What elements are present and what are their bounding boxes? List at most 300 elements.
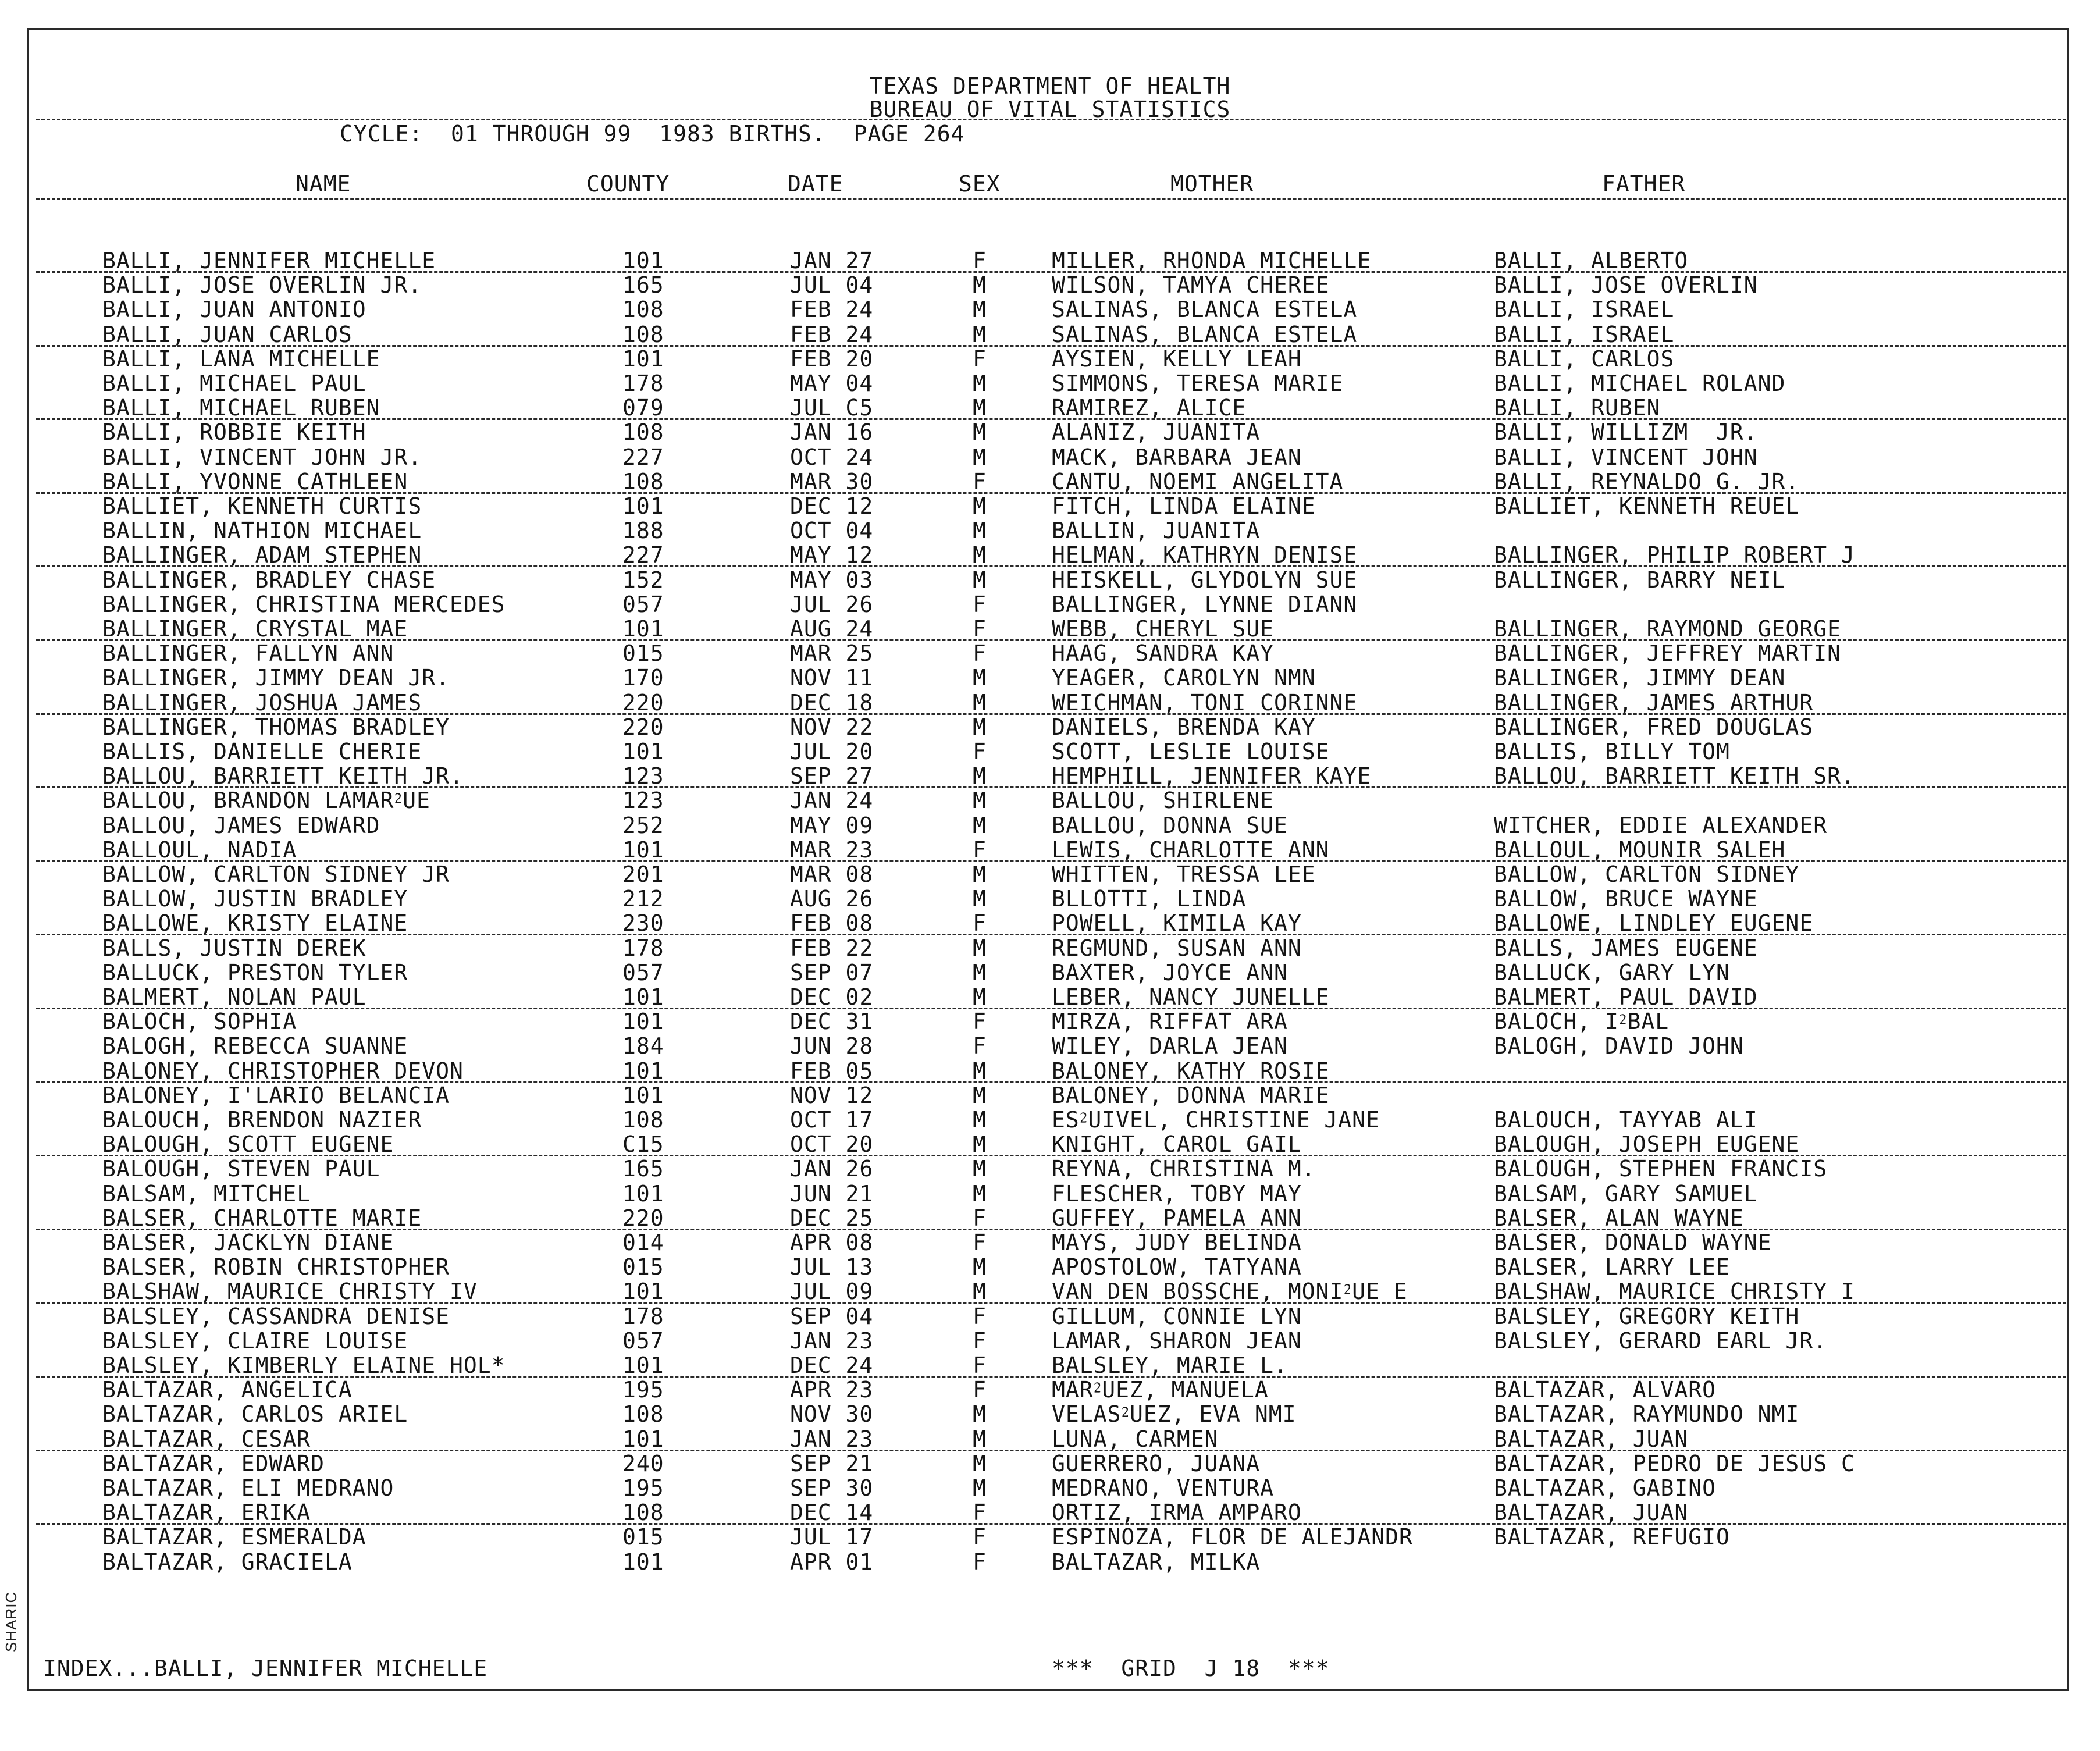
record-father: BALTAZAR, REFUGIO: [1494, 1524, 1730, 1550]
record-county: 178: [622, 935, 664, 961]
record-sex: M: [973, 813, 987, 838]
record-sex: M: [973, 518, 987, 543]
record-father: BALLI, MICHAEL ROLAND: [1494, 371, 1786, 396]
record-name: BALSER, CHARLOTTE MARIE: [102, 1205, 422, 1231]
record-county: 227: [622, 444, 664, 470]
record-father: WITCHER, EDDIE ALEXANDER: [1494, 813, 1828, 838]
record-row: [0, 716, 2100, 740]
record-date: JUL C5: [790, 395, 874, 421]
record-mother: HEISKELL, GLYDOLYN SUE: [1052, 567, 1358, 593]
record-mother: BALONEY, KATHY ROSIE: [1052, 1058, 1330, 1084]
record-father: BALTAZAR, PEDRO DE JESUS C: [1494, 1451, 1855, 1476]
record-date: NOV 30: [790, 1401, 874, 1427]
record-father: BALLIET, KENNETH REUEL: [1494, 493, 1800, 519]
column-header-county: COUNTY: [586, 171, 670, 197]
record-mother: WHITTEN, TRESSA LEE: [1052, 862, 1316, 887]
record-date: SEP 27: [790, 763, 874, 789]
record-mother: ORTIZ, IRMA AMPARO: [1052, 1500, 1302, 1525]
record-row: [0, 863, 2100, 887]
record-date: FEB 24: [790, 297, 874, 322]
record-date: JUL 04: [790, 272, 874, 298]
record-date: MAY 12: [790, 542, 874, 568]
record-date: JAN 26: [790, 1156, 874, 1181]
record-sex: F: [973, 616, 987, 642]
record-date: JUN 28: [790, 1033, 874, 1059]
record-sex: M: [973, 1083, 987, 1108]
record-sex: M: [973, 862, 987, 887]
record-date: FEB 05: [790, 1058, 874, 1084]
record-sex: M: [973, 935, 987, 961]
record-date: AUG 24: [790, 616, 874, 642]
record-mother: BALLOU, SHIRLENE: [1052, 788, 1275, 813]
record-father: BALLINGER, JAMES ARTHUR: [1494, 690, 1814, 716]
record-mother: HEMPHILL, JENNIFER KAYE: [1052, 763, 1372, 789]
record-row: [0, 887, 2100, 912]
record-mother: POWELL, KIMILA KAY: [1052, 910, 1302, 936]
record-date: APR 08: [790, 1230, 874, 1255]
record-row: [0, 937, 2100, 961]
record-sex: M: [973, 714, 987, 740]
record-date: JUN 21: [790, 1181, 874, 1207]
footer-grid: *** GRID J 18 ***: [1052, 1656, 1330, 1681]
record-row: [0, 249, 2100, 273]
record-row: [0, 1059, 2100, 1084]
record-mother: APOSTOLOW, TATYANA: [1052, 1254, 1302, 1280]
record-sex: M: [973, 444, 987, 470]
record-row: [0, 446, 2100, 470]
record-county: 101: [622, 984, 664, 1010]
record-county: 108: [622, 419, 664, 445]
record-name: BALOCH, SOPHIA: [102, 1009, 297, 1034]
record-mother: SALINAS, BLANCA ESTELA: [1052, 322, 1358, 347]
record-name: BALOGH, REBECCA SUANNE: [102, 1033, 408, 1059]
record-sex: F: [973, 469, 987, 494]
record-name: BALLOU, JAMES EDWARD: [102, 813, 380, 838]
record-mother: MAR⁲UEZ, MANUELA: [1052, 1377, 1269, 1403]
record-name: BALOUGH, SCOTT EUGENE: [102, 1131, 394, 1157]
record-county: 015: [622, 1254, 664, 1280]
record-county: 108: [622, 1107, 664, 1133]
record-sex: M: [973, 395, 987, 421]
record-county: 178: [622, 371, 664, 396]
cycle-line: CYCLE: 01 THROUGH 99 1983 BIRTHS. PAGE 264: [340, 121, 965, 147]
record-name: BALLIS, DANIELLE CHERIE: [102, 739, 422, 764]
record-sex: F: [973, 640, 987, 666]
record-county: 108: [622, 1500, 664, 1525]
record-date: OCT 24: [790, 444, 874, 470]
record-father: BALTAZAR, ALVARO: [1494, 1377, 1717, 1403]
record-sex: F: [973, 248, 987, 273]
record-date: DEC 31: [790, 1009, 874, 1034]
record-father: BALLI, CARLOS: [1494, 346, 1675, 372]
record-sex: F: [973, 1033, 987, 1059]
record-name: BALLI, VINCENT JOHN JR.: [102, 444, 422, 470]
record-date: MAY 04: [790, 371, 874, 396]
record-row: [0, 1231, 2100, 1255]
record-mother: FLESCHER, TOBY MAY: [1052, 1181, 1302, 1207]
record-row: [0, 470, 2100, 494]
column-header-mother: MOTHER: [1170, 171, 1254, 197]
record-mother: MILLER, RHONDA MICHELLE: [1052, 248, 1372, 273]
record-father: BALLI, VINCENT JOHN: [1494, 444, 1758, 470]
record-mother: GILLUM, CONNIE LYN: [1052, 1304, 1302, 1329]
record-county: 079: [622, 395, 664, 421]
record-mother: VAN DEN BOSSCHE, MONI⁲UE E: [1052, 1279, 1408, 1304]
record-row: [0, 1501, 2100, 1525]
record-row: [0, 1108, 2100, 1133]
record-mother: VELAS⁲UEZ, EVA NMI: [1052, 1401, 1297, 1427]
record-date: JUL 26: [790, 592, 874, 617]
record-father: BALLS, JAMES EUGENE: [1494, 935, 1758, 961]
record-county: 170: [622, 665, 664, 691]
record-sex: M: [973, 763, 987, 789]
record-sex: M: [973, 788, 987, 813]
record-row: [0, 1133, 2100, 1157]
record-row: [0, 1157, 2100, 1181]
record-mother: BAXTER, JOYCE ANN: [1052, 960, 1288, 985]
record-sex: M: [973, 1131, 987, 1157]
record-mother: WEICHMAN, TONI CORINNE: [1052, 690, 1358, 716]
record-date: MAR 25: [790, 640, 874, 666]
record-date: JUL 13: [790, 1254, 874, 1280]
record-mother: BALSLEY, MARIE L.: [1052, 1353, 1288, 1378]
record-row: [0, 1354, 2100, 1378]
record-date: APR 23: [790, 1377, 874, 1403]
record-father: BALMERT, PAUL DAVID: [1494, 984, 1758, 1010]
record-row: [0, 1034, 2100, 1059]
record-name: BALSLEY, CASSANDRA DENISE: [102, 1304, 450, 1329]
record-county: 108: [622, 322, 664, 347]
record-date: DEC 02: [790, 984, 874, 1010]
record-mother: REYNA, CHRISTINA M.: [1052, 1156, 1316, 1181]
record-father: BALLI, ALBERTO: [1494, 248, 1689, 273]
record-date: MAR 30: [790, 469, 874, 494]
record-county: 015: [622, 640, 664, 666]
record-county: 015: [622, 1524, 664, 1550]
record-county: 240: [622, 1451, 664, 1476]
record-row: [0, 838, 2100, 863]
record-father: BALLIS, BILLY TOM: [1494, 739, 1730, 764]
record-row: [0, 642, 2100, 666]
record-date: JAN 23: [790, 1426, 874, 1452]
record-date: DEC 12: [790, 493, 874, 519]
record-name: BALONEY, CHRISTOPHER DEVON: [102, 1058, 464, 1084]
record-mother: LUNA, CARMEN: [1052, 1426, 1219, 1452]
record-row: [0, 568, 2100, 593]
record-sex: M: [973, 493, 987, 519]
record-father: BALLOWE, LINDLEY EUGENE: [1494, 910, 1814, 936]
record-county: 101: [622, 1279, 664, 1304]
record-date: NOV 22: [790, 714, 874, 740]
record-father: BALSER, LARRY LEE: [1494, 1254, 1730, 1280]
record-row: [0, 1476, 2100, 1501]
side-mark: SHARIC: [2, 1591, 20, 1652]
record-row: [0, 1305, 2100, 1329]
record-sex: M: [973, 1401, 987, 1427]
record-mother: BALLOU, DONNA SUE: [1052, 813, 1288, 838]
column-header-name: NAME: [296, 171, 351, 197]
record-mother: BALLINGER, LYNNE DIANN: [1052, 592, 1358, 617]
record-sex: M: [973, 690, 987, 716]
record-date: DEC 25: [790, 1205, 874, 1231]
record-name: BALTAZAR, GRACIELA: [102, 1549, 353, 1575]
record-father: BALLOUL, MOUNIR SALEH: [1494, 837, 1786, 863]
record-row: [0, 617, 2100, 642]
record-name: BALLI, JENNIFER MICHELLE: [102, 248, 436, 273]
record-row: [0, 1329, 2100, 1354]
record-date: FEB 22: [790, 935, 874, 961]
column-header-row: [0, 172, 2100, 198]
record-father: BALLI, REYNALDO G. JR.: [1494, 469, 1800, 494]
record-sex: M: [973, 1107, 987, 1133]
record-name: BALLINGER, FALLYN ANN: [102, 640, 394, 666]
record-mother: ALANIZ, JUANITA: [1052, 419, 1261, 445]
record-date: OCT 17: [790, 1107, 874, 1133]
record-name: BALTAZAR, ERIKA: [102, 1500, 311, 1525]
record-county: 101: [622, 616, 664, 642]
record-county: 123: [622, 763, 664, 789]
record-date: DEC 24: [790, 1353, 874, 1378]
record-county: 101: [622, 739, 664, 764]
record-mother: BALTAZAR, MILKA: [1052, 1549, 1261, 1575]
record-mother: GUFFEY, PAMELA ANN: [1052, 1205, 1302, 1231]
record-name: BALTAZAR, ESMERALDA: [102, 1524, 366, 1550]
record-county: 101: [622, 1009, 664, 1034]
record-mother: WEBB, CHERYL SUE: [1052, 616, 1275, 642]
record-father: BALLINGER, PHILIP ROBERT J: [1494, 542, 1855, 568]
record-mother: SIMMONS, TERESA MARIE: [1052, 371, 1344, 396]
record-father: BALTAZAR, RAYMUNDO NMI: [1494, 1401, 1800, 1427]
footer-index: INDEX...BALLI, JENNIFER MICHELLE: [43, 1656, 488, 1681]
record-name: BALSER, ROBIN CHRISTOPHER: [102, 1254, 450, 1280]
record-father: BALSAM, GARY SAMUEL: [1494, 1181, 1758, 1207]
record-county: 252: [622, 813, 664, 838]
record-date: FEB 24: [790, 322, 874, 347]
record-name: BALLINGER, CHRISTINA MERCEDES: [102, 592, 506, 617]
record-name: BALTAZAR, CARLOS ARIEL: [102, 1401, 408, 1427]
record-row: [0, 1280, 2100, 1304]
record-date: MAR 08: [790, 862, 874, 887]
record-row: [0, 494, 2100, 519]
record-name: BALLINGER, JIMMY DEAN JR.: [102, 665, 450, 691]
record-sex: F: [973, 1230, 987, 1255]
record-father: BALLOW, CARLTON SIDNEY: [1494, 862, 1800, 887]
record-name: BALLINGER, THOMAS BRADLEY: [102, 714, 450, 740]
record-sex: F: [973, 1500, 987, 1525]
record-sex: F: [973, 1304, 987, 1329]
record-sex: M: [973, 665, 987, 691]
record-row: [0, 323, 2100, 347]
record-county: 101: [622, 1083, 664, 1108]
footer: [0, 1657, 2100, 1682]
record-row: [0, 1207, 2100, 1231]
record-name: BALLI, MICHAEL PAUL: [102, 371, 366, 396]
record-mother: BALLIN, JUANITA: [1052, 518, 1261, 543]
record-mother: MACK, BARBARA JEAN: [1052, 444, 1302, 470]
record-date: SEP 21: [790, 1451, 874, 1476]
record-father: BALSLEY, GREGORY KEITH: [1494, 1304, 1800, 1329]
record-name: BALTAZAR, CESAR: [102, 1426, 311, 1452]
record-mother: WILEY, DARLA JEAN: [1052, 1033, 1288, 1059]
record-mother: REGMUND, SUSAN ANN: [1052, 935, 1302, 961]
record-father: BALLI, JOSE OVERLIN: [1494, 272, 1758, 298]
record-county: 101: [622, 493, 664, 519]
record-date: FEB 20: [790, 346, 874, 372]
record-mother: GUERRERO, JUANA: [1052, 1451, 1261, 1476]
record-name: BALLOUL, NADIA: [102, 837, 297, 863]
record-county: 165: [622, 272, 664, 298]
record-date: APR 01: [790, 1549, 874, 1575]
record-county: 152: [622, 567, 664, 593]
record-county: 057: [622, 592, 664, 617]
record-father: BALSER, DONALD WAYNE: [1494, 1230, 1772, 1255]
record-name: BALTAZAR, ELI MEDRANO: [102, 1475, 394, 1501]
record-name: BALLI, YVONNE CATHLEEN: [102, 469, 408, 494]
record-name: BALLOW, JUSTIN BRADLEY: [102, 886, 408, 912]
record-row: [0, 347, 2100, 372]
record-father: BALLI, RUBEN: [1494, 395, 1661, 421]
record-row: [0, 1403, 2100, 1427]
record-father: BALSHAW, MAURICE CHRISTY I: [1494, 1279, 1855, 1304]
record-date: JUL 20: [790, 739, 874, 764]
record-row: [0, 1182, 2100, 1207]
record-date: NOV 11: [790, 665, 874, 691]
record-county: 220: [622, 1205, 664, 1231]
record-county: 220: [622, 714, 664, 740]
record-county: 220: [622, 690, 664, 716]
record-father: BALLINGER, RAYMOND GEORGE: [1494, 616, 1841, 642]
record-father: BALOUGH, STEPHEN FRANCIS: [1494, 1156, 1828, 1181]
record-date: MAY 09: [790, 813, 874, 838]
record-mother: AYSIEN, KELLY LEAH: [1052, 346, 1302, 372]
column-header-date: DATE: [788, 171, 843, 197]
record-sex: M: [973, 371, 987, 396]
record-name: BALSER, JACKLYN DIANE: [102, 1230, 394, 1255]
record-sex: M: [973, 1156, 987, 1181]
record-name: BALLINGER, BRADLEY CHASE: [102, 567, 436, 593]
record-father: BALSER, ALAN WAYNE: [1494, 1205, 1744, 1231]
record-row: [0, 1525, 2100, 1550]
record-sex: F: [973, 910, 987, 936]
record-row: [0, 519, 2100, 543]
record-sex: F: [973, 1549, 987, 1575]
record-sex: M: [973, 542, 987, 568]
record-name: BALLI, LANA MICHELLE: [102, 346, 380, 372]
record-county: 178: [622, 1304, 664, 1329]
record-county: 101: [622, 1181, 664, 1207]
record-date: JAN 27: [790, 248, 874, 273]
record-name: BALONEY, I'LARIO BELANCIA: [102, 1083, 450, 1108]
record-mother: HAAG, SANDRA KAY: [1052, 640, 1275, 666]
record-name: BALLI, MICHAEL RUBEN: [102, 395, 380, 421]
record-row: [0, 593, 2100, 617]
record-row: [0, 691, 2100, 716]
bureau-title: BUREAU OF VITAL STATISTICS: [869, 97, 1231, 122]
record-county: 101: [622, 837, 664, 863]
record-row: [0, 1255, 2100, 1280]
record-date: SEP 30: [790, 1475, 874, 1501]
record-date: AUG 26: [790, 886, 874, 912]
record-date: JAN 23: [790, 1328, 874, 1354]
record-row: [0, 421, 2100, 445]
record-row: [0, 985, 2100, 1010]
record-sex: M: [973, 984, 987, 1010]
record-father: BALTAZAR, JUAN: [1494, 1500, 1689, 1525]
record-county: 108: [622, 1401, 664, 1427]
record-sex: M: [973, 1254, 987, 1280]
record-county: 165: [622, 1156, 664, 1181]
record-father: BALOGH, DAVID JOHN: [1494, 1033, 1744, 1059]
record-mother: LEBER, NANCY JUNELLE: [1052, 984, 1330, 1010]
record-mother: MIRZA, RIFFAT ARA: [1052, 1009, 1288, 1034]
record-mother: WILSON, TAMYA CHEREE: [1052, 272, 1330, 298]
record-father: BALOCH, I⁲BAL: [1494, 1009, 1670, 1034]
record-name: BALLI, JUAN CARLOS: [102, 322, 353, 347]
record-date: OCT 04: [790, 518, 874, 543]
record-name: BALSLEY, CLAIRE LOUISE: [102, 1328, 408, 1354]
record-row: [0, 1084, 2100, 1108]
record-county: 057: [622, 960, 664, 985]
record-name: BALOUCH, BRENDON NAZIER: [102, 1107, 422, 1133]
record-sex: M: [973, 1279, 987, 1304]
record-county: 101: [622, 1353, 664, 1378]
record-mother: FITCH, LINDA ELAINE: [1052, 493, 1316, 519]
record-row: [0, 789, 2100, 813]
record-mother: CANTU, NOEMI ANGELITA: [1052, 469, 1344, 494]
record-name: BALLI, JOSE OVERLIN JR.: [102, 272, 422, 298]
record-date: FEB 08: [790, 910, 874, 936]
record-row: [0, 912, 2100, 936]
record-row: [0, 543, 2100, 568]
record-sex: M: [973, 1181, 987, 1207]
record-sex: M: [973, 1475, 987, 1501]
record-date: JAN 16: [790, 419, 874, 445]
record-date: DEC 18: [790, 690, 874, 716]
record-sex: M: [973, 1451, 987, 1476]
record-mother: ES⁲UIVEL, CHRISTINE JANE: [1052, 1107, 1380, 1133]
record-row: [0, 740, 2100, 764]
record-row: [0, 961, 2100, 985]
record-date: MAR 23: [790, 837, 874, 863]
record-name: BALLOWE, KRISTY ELAINE: [102, 910, 408, 936]
record-county: 101: [622, 1426, 664, 1452]
record-sex: M: [973, 567, 987, 593]
record-father: BALLINGER, BARRY NEIL: [1494, 567, 1786, 593]
record-father: BALLUCK, GARY LYN: [1494, 960, 1730, 985]
record-county: C15: [622, 1131, 664, 1157]
record-name: BALLINGER, ADAM STEPHEN: [102, 542, 422, 568]
record-row: [0, 1452, 2100, 1476]
record-sex: M: [973, 419, 987, 445]
record-father: BALLI, WILLIZM JR.: [1494, 419, 1758, 445]
record-row: [0, 1428, 2100, 1452]
record-mother: SALINAS, BLANCA ESTELA: [1052, 297, 1358, 322]
record-date: JAN 24: [790, 788, 874, 813]
record-date: DEC 14: [790, 1500, 874, 1525]
record-date: JUL 17: [790, 1524, 874, 1550]
record-name: BALLI, JUAN ANTONIO: [102, 297, 366, 322]
record-sex: F: [973, 346, 987, 372]
record-county: 101: [622, 1058, 664, 1084]
record-name: BALLINGER, CRYSTAL MAE: [102, 616, 408, 642]
record-row: [0, 372, 2100, 396]
record-county: 057: [622, 1328, 664, 1354]
record-name: BALOUGH, STEVEN PAUL: [102, 1156, 380, 1181]
record-name: BALLINGER, JOSHUA JAMES: [102, 690, 422, 716]
record-name: BALLIN, NATHION MICHAEL: [102, 518, 422, 543]
record-sex: M: [973, 272, 987, 298]
record-sex: F: [973, 1524, 987, 1550]
